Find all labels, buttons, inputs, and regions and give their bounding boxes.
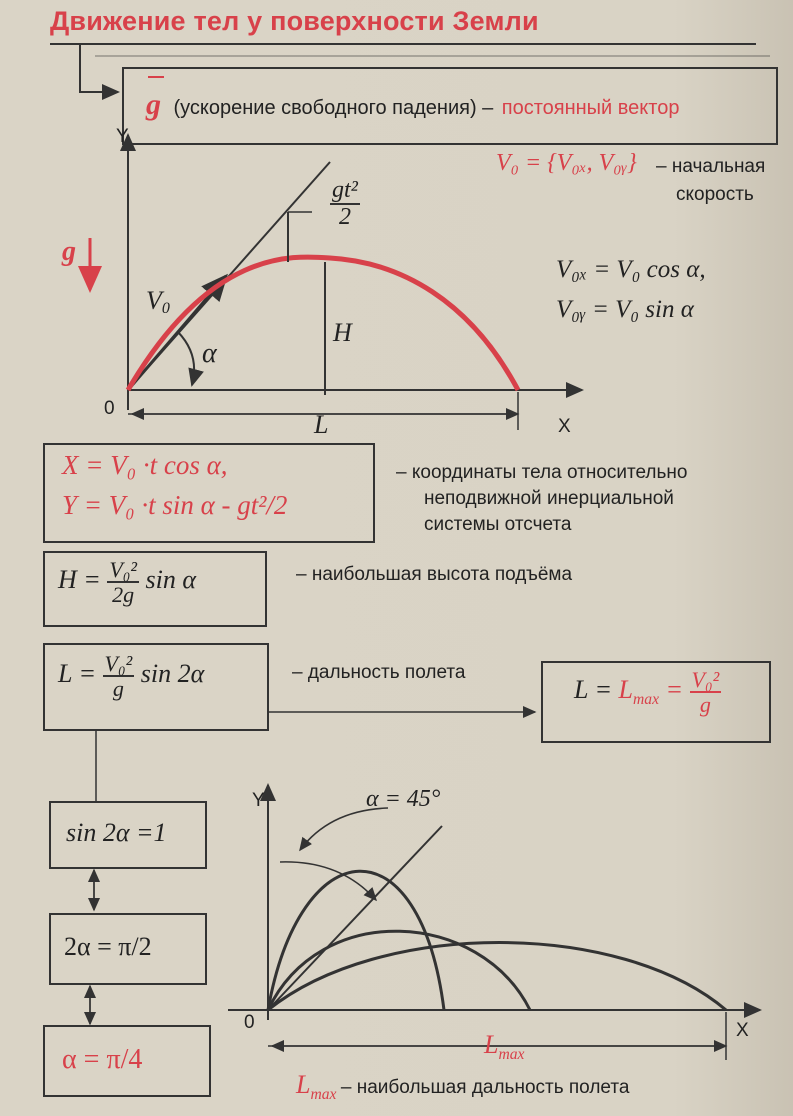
height-formula: H = $\frac{\text{V₀²}}{2g}$ sin α xyxy=(58,557,197,608)
bottom-lmax-label: $L_{max}$ xyxy=(484,1030,525,1064)
gt2-fraction: $\frac{\text{gt²}}{2}$ xyxy=(332,177,358,231)
top-x-label: X xyxy=(558,416,571,437)
v0-caption-2: скорость xyxy=(676,184,754,205)
bottom-origin-label: 0 xyxy=(244,1012,255,1033)
v0-vector-formula: V₀ = {V₀ₓ, V₀ᵧ} xyxy=(496,150,637,176)
L-label: L xyxy=(314,410,329,439)
page-title: Движение тел у поверхности Земли xyxy=(50,6,539,36)
step-1-text: sin 2α =1 xyxy=(66,818,167,847)
coords-caption-3: системы отсчета xyxy=(424,514,572,535)
lmax-formula: $L = L_{max}$ = $\frac{\text{V₀²}}{g}$ xyxy=(574,667,720,718)
top-y-label: Y xyxy=(116,126,129,147)
v0-caption-1: – начальная xyxy=(656,156,766,177)
step-3-text: α = π/4 xyxy=(62,1044,143,1075)
coords-caption-1: – координаты тела относительно xyxy=(396,462,688,483)
v0x-formula: V₀ₓ = V₀ cos α, xyxy=(556,256,706,283)
footer-caption: $L_{max}$ – наибольшая дальность полета xyxy=(296,1070,630,1104)
alpha-label: α xyxy=(202,338,217,369)
top-origin-label: 0 xyxy=(104,398,115,419)
coords-line-1: X = V₀ ·t cos α, xyxy=(62,450,228,480)
g-vector-label: g xyxy=(62,236,76,267)
g-vector-bar xyxy=(148,76,164,78)
trajectory-max xyxy=(268,943,726,1011)
trajectory-steep xyxy=(268,871,444,1010)
range-caption: – дальность полета xyxy=(292,662,466,683)
gravity-note-text: (ускорение свободного падения) – xyxy=(173,97,494,119)
gravity-note-highlight: постоянный вектор xyxy=(501,97,680,119)
coords-line-2: Y = V₀ ·t sin α - gt²/2 xyxy=(62,490,288,520)
title-connector-arrow xyxy=(80,44,118,92)
height-caption: – наибольшая высота подъёма xyxy=(296,564,573,585)
angle-45-line xyxy=(268,826,442,1010)
bottom-x-label: X xyxy=(736,1020,749,1041)
gravity-note xyxy=(146,88,679,122)
bottom-y-label: Y xyxy=(252,790,265,811)
H-label: H xyxy=(333,318,352,347)
g-symbol: g xyxy=(146,88,161,121)
step-2-text: 2α = π/2 xyxy=(64,932,152,961)
v0y-formula: V₀ᵧ = V₀ sin α xyxy=(556,296,694,323)
v0-label: $V_0$ xyxy=(146,286,170,318)
coords-caption-2: неподвижной инерциальной xyxy=(424,488,674,509)
alpha-arc xyxy=(178,332,194,385)
range-formula: L = $\frac{\text{V₀²}}{g}$ sin 2α xyxy=(58,651,205,702)
alpha-45-label: α = 45° xyxy=(366,786,441,812)
